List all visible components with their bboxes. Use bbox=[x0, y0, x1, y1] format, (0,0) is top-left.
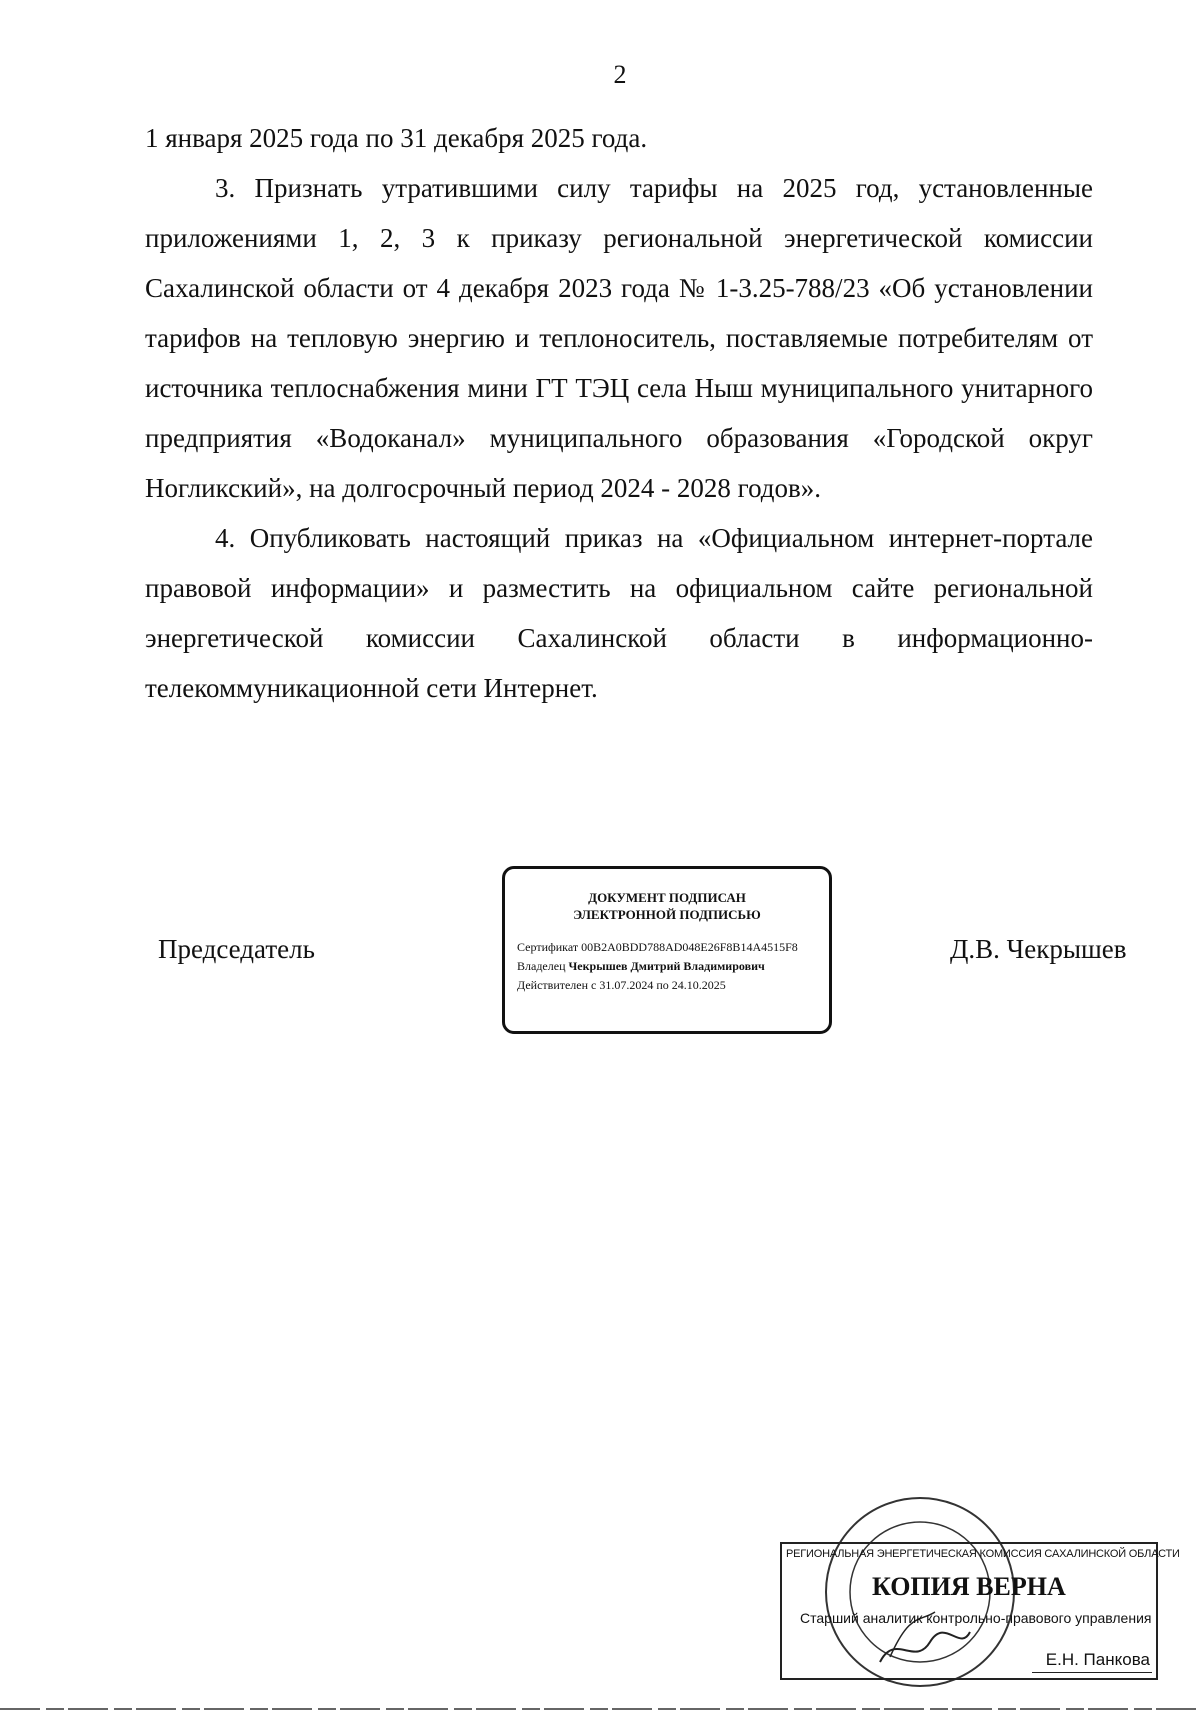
copy-title: КОПИЯ ВЕРНА bbox=[872, 1572, 1066, 1601]
electronic-signature-stamp bbox=[502, 866, 832, 1034]
signer-name: Д.В. Чекрышев bbox=[950, 934, 1127, 964]
paragraph-continuation: 1 января 2025 года по 31 декабря 2025 года. bbox=[145, 123, 648, 153]
esign-certificate bbox=[517, 939, 817, 956]
esign-cert-label: Сертификат bbox=[517, 940, 579, 954]
certified-copy-stamp bbox=[780, 1492, 1180, 1692]
copy-verified-box bbox=[780, 1542, 1180, 1680]
esign-cert-value: 00B2A0BDD788AD048E26F8B14A4515F8 bbox=[581, 940, 798, 954]
esign-owner bbox=[517, 958, 817, 975]
paragraph-3: 3. Признать утратившими силу тарифы на 2025 год, установленные приложениями 1, 2, 3 к приказу региональной энергетической комиссии Сахалинской области от 4 декабря 2023 года № 1-3.25-788/23 «Об установлении тарифов на тепловую энергию и теплоноситель, поставляемые потребителям от источника теплоснабжения мини ГТ ТЭЦ села Ныш муниципального унитарного предприятия «Водоканал» муниципального образования «Городской округ Ногликский», на долгосрочный период 2024 - 2028 годов». bbox=[145, 173, 1093, 503]
document-body bbox=[145, 113, 1093, 713]
signature-block bbox=[0, 860, 1200, 1040]
copy-org: РЕГИОНАЛЬНАЯ ЭНЕРГЕТИЧЕСКАЯ КОМИССИЯ САХАЛИНСКОЙ ОБЛАСТИ bbox=[786, 1548, 1180, 1560]
page-number: 2 bbox=[613, 60, 627, 89]
signer-title: Председатель bbox=[158, 934, 315, 964]
esign-validity: Действителен с 31.07.2024 по 24.10.2025 bbox=[517, 978, 726, 992]
esign-heading-line2: ЭЛЕКТРОННОЙ ПОДПИСЬЮ bbox=[573, 907, 761, 922]
esign-owner-label: Владелец bbox=[517, 959, 566, 973]
copy-position: Старший аналитик контрольно-правового управления bbox=[800, 1610, 1152, 1626]
scan-edge-divider bbox=[0, 1708, 1200, 1711]
esign-owner-value: Чекрышев Дмитрий Владимирович bbox=[568, 959, 765, 973]
copy-sign-line bbox=[1032, 1672, 1152, 1673]
paragraph-4: 4. Опубликовать настоящий приказ на «Официальном интернет-портале правовой информации» и разместить на официальном сайте региональной энергетической комиссии Сахалинской области в информационно-телекоммуникационной сети Интернет. bbox=[145, 523, 1093, 703]
copy-name: Е.Н. Панкова bbox=[1045, 1650, 1150, 1669]
esign-heading-line1: ДОКУМЕНТ ПОДПИСАН bbox=[588, 890, 746, 905]
